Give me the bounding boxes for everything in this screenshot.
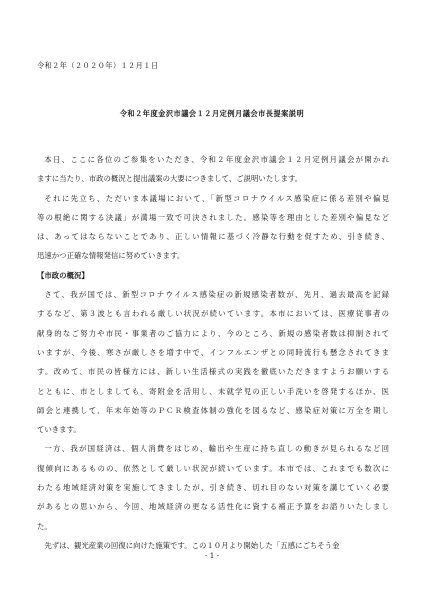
body-line: 献身的なご努力や市民・事業者のご協力により、今のところ、新規の感染者数は抑制されて (37, 328, 389, 338)
body-line: 一方、我が国経済は、個人消費をはじめ、輸出や生産に持ち直しの動きが見られるなど回 (44, 444, 389, 454)
document-date: 令和２年（２０２０年）１２月１日 (37, 61, 159, 70)
section-heading: 【市政の概況】 (37, 270, 89, 280)
body-line: するなど、第３波とも言われる厳しい状況が続いています。本市においては、医療従事者の (37, 309, 389, 319)
body-line: 等の根絶に関する決議」が満場一致で可決されました。感染等を理由とした差別や偏見など (37, 212, 389, 222)
body-line: ますに当たり、市政の概況と提出議案の大要につきまして、ご説明いたします。 (37, 174, 303, 184)
body-line: 師会と連携して、年末年始等のＰＣＲ検査体制の強化を図るなど、感染症対策に万全を期し (37, 405, 389, 415)
body-line: す。改めて、市民の皆様方には、新しい生活様式の実践を徹底いただきますようお願いする (37, 367, 389, 377)
body-line: とともに、市としましても、寄附金を活用し、未就学児の正しい手洗いを啓発するほか、医 (37, 386, 389, 396)
body-line: は、あってはならないことであり、正しい情報に基づく冷静な行動を促すため、引き続き、 (37, 232, 389, 242)
body-line: 復傾向にあるものの、依然として厳しい状況が続いています。本市では、これまでも数次に (37, 463, 389, 473)
body-line: さて、我が国では、新型コロナウイルス感染症の新規感染者数が、先月、過去最高を記録 (44, 290, 389, 300)
body-line: それに先立ち、ただいま本議場において、「新型コロナウイルス感染症に係る差別や偏見 (44, 193, 389, 203)
body-line: 先ずは、観光産業の回復に向けた施策です。この１０月より開始した「五感にごちそう金 (44, 540, 340, 550)
document-body (37, 150, 389, 555)
body-line: 迅速かつ正確な情報発信に努めていきます。 (37, 251, 185, 261)
body-line: いますが、今後、寒さが厳しさを増す中で、インフルエンザとの同時流行も懸念されてきま (37, 347, 389, 357)
body-line: ていきます。 (37, 425, 81, 435)
page-number: - 1 - (205, 551, 219, 560)
body-line: た。 (37, 521, 52, 531)
body-line: があるとの思いから、今回、地域経済の更なる活性化に資する補正予算をお諮りいたしまし (37, 502, 389, 512)
body-line: 本日、ここに各位のご参集をいただき、令和２年度金沢市議会１２月定例月議会が開かれ (44, 155, 389, 164)
body-line: わたる地域経済対策を実施してきましたが、引き続き、切れ目のない対策を講じていく必要 (37, 483, 389, 493)
document-title: 令和２年度金沢市議会１２月定例月議会市長提案説明 (119, 109, 305, 118)
